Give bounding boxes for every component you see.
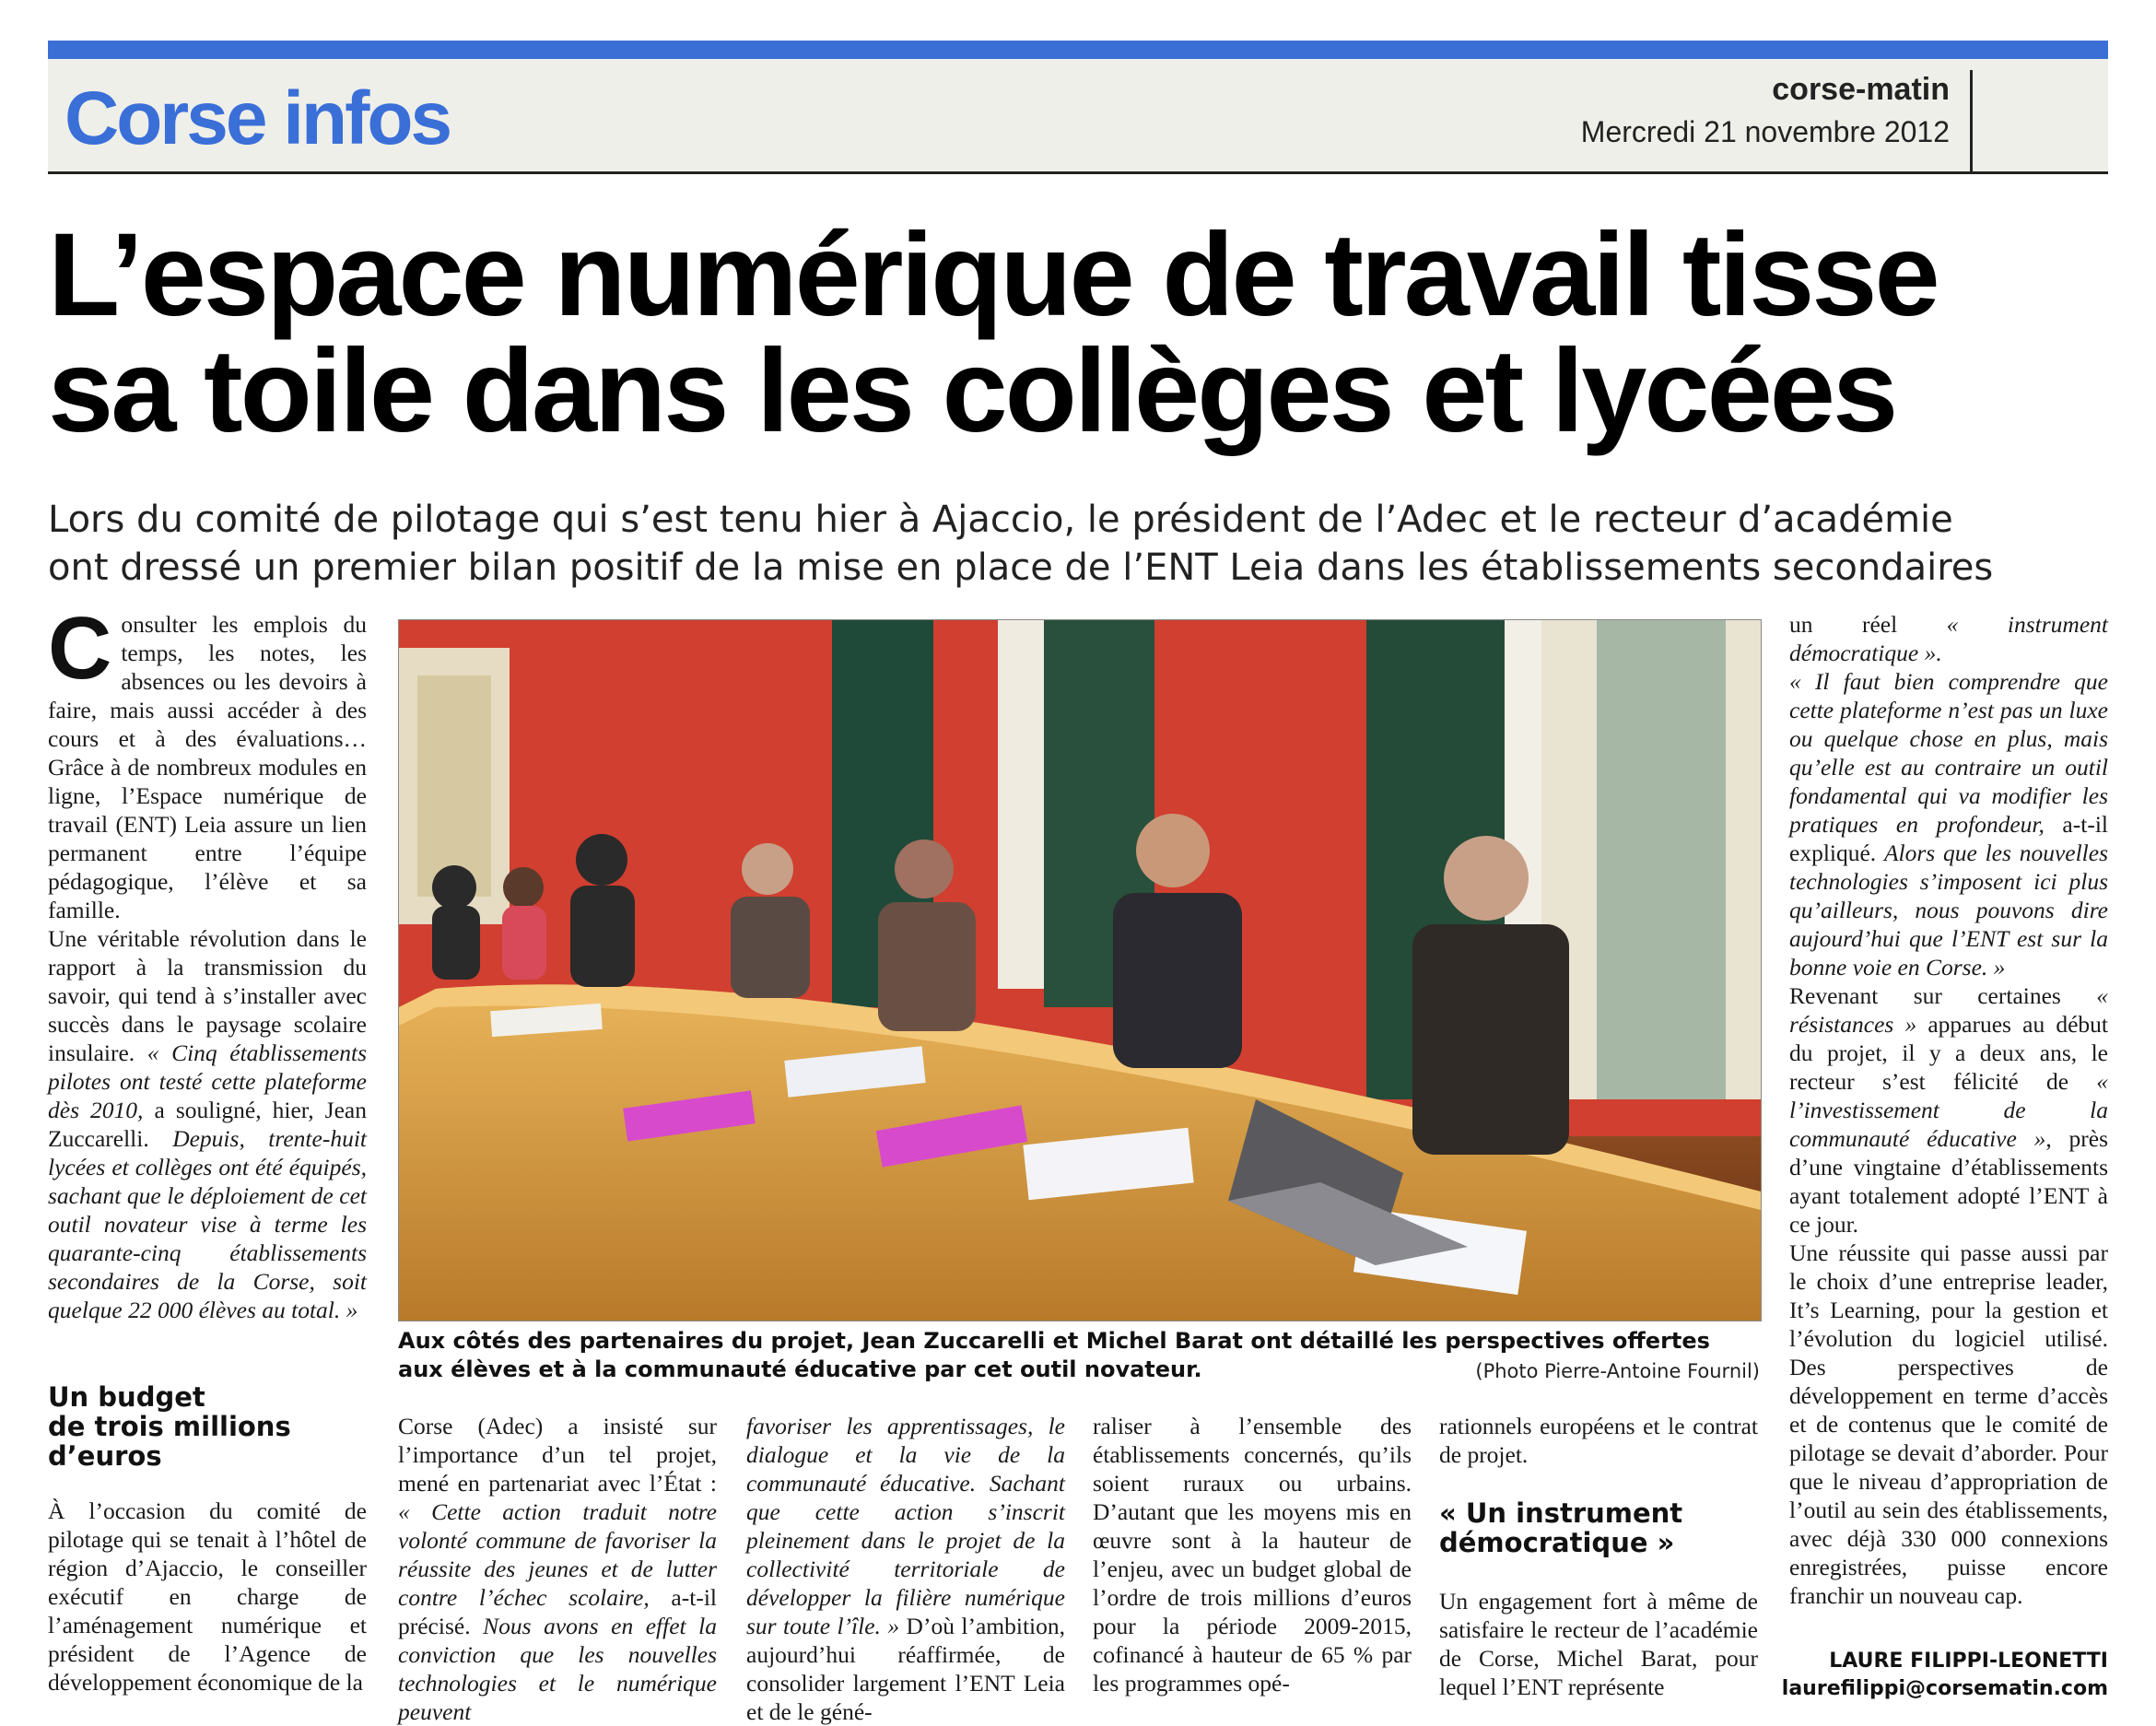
column-2 bbox=[398, 1412, 717, 1726]
drop-cap: C bbox=[48, 599, 112, 698]
header-divider bbox=[1970, 70, 1973, 171]
column-5-bottom bbox=[1439, 1587, 1758, 1701]
headline-line-2: sa toile dans les collèges et lycées bbox=[48, 325, 1896, 457]
standfirst-line-2: ont dressé un premier bilan positif de la mise en place de l’ENT Leia dans les établissements secondaires bbox=[48, 546, 1994, 589]
top-color-bar bbox=[48, 41, 2108, 59]
paragraph: Consulter les emplois du temps, les notes, les absences ou les devoirs à faire, mais aussi accéder à des cours et à des évaluations… Grâce à de nombreux modules en ligne, l’Espace numérique de travail (ENT) Leia assure un lien permanent entre l’équipe pédagogique, l’élève et sa famille. bbox=[48, 599, 367, 923]
publication-date: Mercredi 21 novembre 2012 bbox=[1580, 115, 1950, 148]
photo-caption: Aux côtés des partenaires du projet, Jean Zuccarelli et Michel Barat ont détaillé les perspectives offertes aux élèves et à la communauté éducative par cet outil novateur. bbox=[398, 1328, 1710, 1382]
column-1-bottom bbox=[48, 1497, 367, 1697]
paragraph: Une véritable révolution dans le rapport à la transmission du savoir, qui tend à s’installer avec succès dans le paysage scolaire insulaire. « Cinq établissements pilotes ont testé cette plateforme dès 2010, a souligné, hier, Jean Zuccarelli. Depuis, trente-huit lycées et collèges ont été équipés, sachant que le déploiement de cet outil novateur vise à terme les quarante-cinq établissements secondaires de la Corse, soit quelque 22 000 élèves au total. » bbox=[48, 925, 367, 1323]
paragraph: « Il faut bien comprendre que cette plateforme n’est pas un luxe ou quelque chose en plus, mais qu’elle est au contraire un outil fondamental qui va modifier les pratiques en profondeur, a-t-il expliqué. Alors que les nouvelles technologies s’imposent ici plus qu’ailleurs, nous pouvons dire aujourd’hui que l’ENT est sur la bonne voie en Corse. » bbox=[1789, 668, 2109, 980]
paragraph: raliser à l’ensemble des établissements concernés, qu’ils soient ruraux ou urbains. D’autant que les moyens mis en œuvre sont à la hauteur de l’enjeu, avec un budget global de l’ordre de trois millions d’euros pour la période 2009-2015, cofinancé à hauteur de 65 % par les programmes opé- bbox=[1093, 1413, 1412, 1697]
column-4 bbox=[1093, 1412, 1412, 1697]
newspaper-info bbox=[1581, 68, 1950, 153]
paragraph: À l’occasion du comité de pilotage qui se tenait à l’hôtel de région d’Ajaccio, le conseiller exécutif en charge de l’aménagement numérique et président de l’Agence de développement économique de la bbox=[48, 1497, 367, 1696]
column-5 bbox=[1439, 1412, 1758, 1469]
photo-credit: (Photo Pierre-Antoine Fournil) bbox=[1475, 1360, 1760, 1382]
subhead-budget: Un budget de trois millions d’euros bbox=[48, 1381, 291, 1472]
paragraph: Un engagement fort à même de satisfaire le recteur de l’académie de Corse, Michel Barat, pour lequel l’ENT représente bbox=[1439, 1588, 1758, 1700]
newspaper-name: corse-matin bbox=[1772, 72, 1950, 107]
paragraph: Revenant sur certaines « résistances » apparues au début du projet, il y a deux ans, le recteur s’est félicité de « l’investissement de la communauté éducative », près d’une vingtaine d’établissements ayant totalement adopté l’ENT à ce jour. bbox=[1789, 982, 2108, 1238]
column-1 bbox=[48, 599, 367, 1324]
author-email[interactable]: laurefilippi@corsematin.com bbox=[1781, 1677, 2108, 1700]
article-standfirst bbox=[48, 496, 2112, 592]
paragraph: rationnels européens et le contrat de projet. bbox=[1439, 1413, 1758, 1468]
subhead-instrument: « Un instrument démocratique » bbox=[1439, 1497, 1683, 1558]
article-photo bbox=[398, 619, 1762, 1321]
meeting-photo-illustration bbox=[399, 620, 1761, 1321]
paragraph: Une réussite qui passe aussi par le choix d’une entreprise leader, It’s Learning, pour la gestion et l’évolution du logiciel utilisé. Des perspectives de développement en terme d’accès et de contenus que le comité de pilotage se devait d’aborder. Pour que le niveau d’appropriation de l’outil au sein des établissements, avec déjà 330 000 connexions enregistrées, puisse encore franchir un nouveau cap. bbox=[1789, 1239, 2108, 1609]
paragraph: favoriser les apprentissages, le dialogue et la vie de la communauté éducative. Sachant que cette action s’inscrit pleinement dans le projet de la collectivité territoriale de développer la filière numérique sur toute l’île. » D’où l’ambition, aujourd’hui réaffirmée, de consolider largement l’ENT Leia et de le géné- bbox=[746, 1413, 1066, 1725]
paragraph: Corse (Adec) a insisté sur l’importance d’un tel projet, mené en partenariat avec l’État : « Cette action traduit notre volonté commune de favoriser la réussite des jeunes et de lutter contre l’échec scolaire, a-t-il précisé. Nous avons en effet la conviction que les nouvelles technologies et le numérique peuvent bbox=[398, 1413, 717, 1725]
paragraph: un réel « instrument démocratique ». bbox=[1789, 611, 2108, 666]
column-6 bbox=[1789, 610, 2108, 1610]
standfirst-line-1: Lors du comité de pilotage qui s’est tenu hier à Ajaccio, le président de l’Adec et le recteur d’académie bbox=[48, 499, 1953, 541]
author-name: LAURE FILIPPI-LEONETTI bbox=[1829, 1650, 2108, 1673]
article-headline bbox=[48, 209, 2112, 457]
headline-line-1: L’espace numérique de travail tisse bbox=[48, 209, 1938, 341]
article-signature bbox=[1782, 1648, 2108, 1703]
column-3 bbox=[746, 1412, 1065, 1726]
section-rubric: Corse infos bbox=[64, 76, 451, 160]
